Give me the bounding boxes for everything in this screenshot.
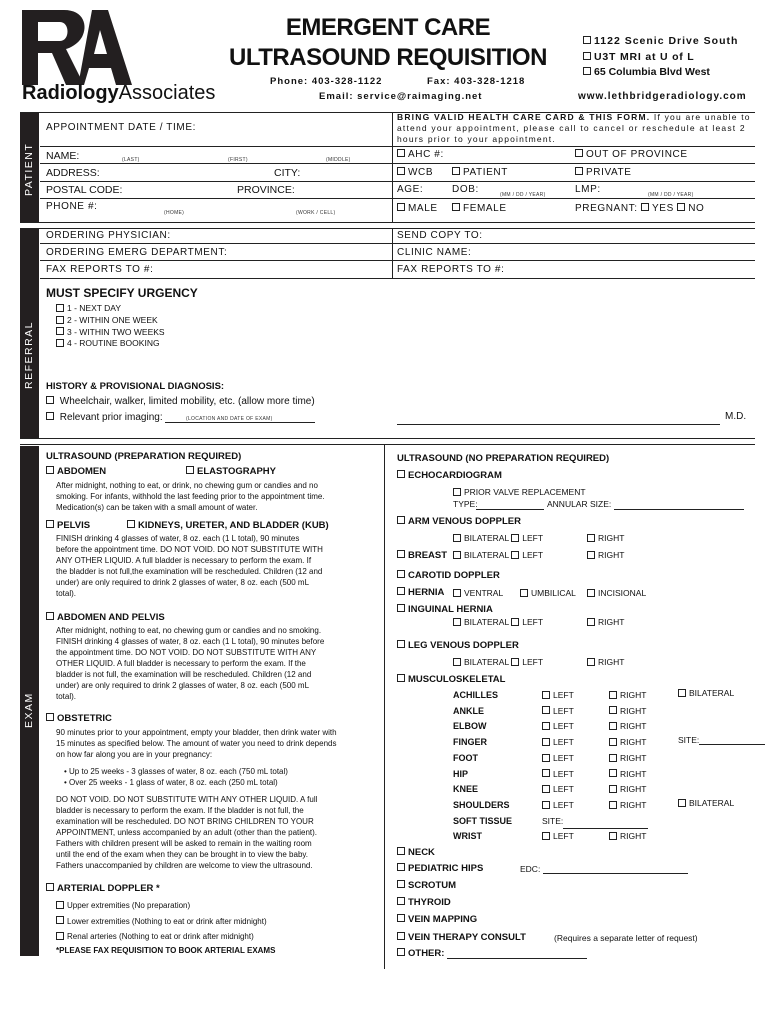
obstetric-instructions-2: DO NOT VOID. DO NOT SUBSTITUTE WITH ANY OTHER LIQUID. A full bladder is necessary to perform the exam. If the bladder is not full, the examination will be rescheduled. DO NOT BRING CHILDREN TO YOUR APPOINTMENT, unless accompanied by an adult (other than the patient). Fathers with children present will be asked to remain in the waiting room until the end of the exam when they can be brought in to view the baby. Fathers unaccompanied by children are welcome to view the ultrasound.	[56, 795, 318, 870]
carotid-option[interactable]: CAROTID DOPPLER	[397, 570, 500, 581]
location-1-checkbox[interactable]	[583, 36, 591, 44]
no-prep-title: ULTRASOUND (NO PREPARATION REQUIRED)	[397, 453, 610, 464]
ventral-checkbox[interactable]	[453, 589, 461, 597]
first-hint: (FIRST)	[228, 157, 248, 163]
urgency-option[interactable]: 3 - WITHIN TWO WEEKS	[56, 327, 165, 339]
postal-code-label: POSTAL CODE:	[46, 184, 123, 196]
finger-site: SITE:	[678, 735, 765, 745]
msk-left-checkbox[interactable]	[542, 738, 550, 746]
location-3[interactable]: 65 Columbia Blvd West	[583, 66, 710, 78]
incisional-checkbox[interactable]	[587, 589, 595, 597]
breast-checkbox[interactable]	[397, 550, 405, 558]
msk-right-checkbox[interactable]	[609, 801, 617, 809]
msk-right[interactable]: RIGHT	[609, 782, 646, 798]
ordering-physician-label: ORDERING PHYSICIAN:	[46, 230, 171, 241]
umbilical-checkbox[interactable]	[520, 589, 528, 597]
vein-therapy-option[interactable]: VEIN THERAPY CONSULT	[397, 932, 526, 943]
inguinal-right-checkbox[interactable]	[587, 618, 595, 626]
kub-checkbox[interactable]	[127, 520, 135, 528]
edc-label: EDC:	[520, 864, 541, 874]
arm-bilateral-checkbox[interactable]	[453, 534, 461, 542]
arterial-upper-checkbox[interactable]	[56, 901, 64, 909]
msk-left-checkbox[interactable]	[542, 722, 550, 730]
inguinal-left-checkbox[interactable]	[511, 618, 519, 626]
msk-left[interactable]: LEFT	[542, 719, 648, 735]
breast-left-checkbox[interactable]	[511, 551, 519, 559]
wheelchair-option[interactable]: Wheelchair, walker, limited mobility, etc. (allow more time)	[46, 396, 315, 407]
out-of-province[interactable]: OUT OF PROVINCE	[575, 149, 688, 160]
msk-option[interactable]: MUSCULOSKELETAL	[397, 674, 505, 685]
abdomen-checkbox[interactable]	[46, 466, 54, 474]
wcb-option[interactable]: WCB	[397, 167, 433, 178]
pregnant-no-checkbox[interactable]	[677, 203, 685, 211]
male-option[interactable]: MALE	[397, 203, 438, 214]
prior-imaging-option[interactable]: Relevant prior imaging:	[46, 412, 163, 423]
annular-size-label: ANNULAR SIZE:	[547, 499, 612, 509]
shoulders-bilateral[interactable]: BILATERAL	[678, 798, 734, 808]
msk-left[interactable]: LEFT	[542, 798, 648, 814]
achilles-bilateral[interactable]: BILATERAL	[678, 688, 734, 698]
inguinal-option[interactable]: INGUINAL HERNIA	[397, 604, 493, 615]
elastography-option[interactable]: ELASTOGRAPHY	[186, 466, 276, 477]
msk-item: KNEE	[453, 784, 479, 795]
urgency-checkbox[interactable]	[56, 327, 64, 335]
urgency-checkbox[interactable]	[56, 339, 64, 347]
ahc-field[interactable]: AHC #:	[397, 149, 444, 160]
contact-phone: Phone: 403-328-1122	[270, 76, 383, 87]
msk-left-checkbox[interactable]	[542, 769, 550, 777]
middle-hint: (MIDDLE)	[326, 157, 351, 163]
msk-right-checkbox[interactable]	[609, 769, 617, 777]
other-option[interactable]: OTHER:	[397, 948, 444, 959]
out-of-province-checkbox[interactable]	[575, 149, 583, 157]
obstetric-bullets: • Up to 25 weeks - 3 glasses of water, 8 oz. each (750 mL total) • Over 25 weeks - 1 glass of water, 8 oz. each (250 mL total)	[64, 767, 288, 787]
wcb-checkbox[interactable]	[397, 167, 405, 175]
valve-type-label: TYPE:	[453, 499, 478, 509]
pregnant-field: PREGNANT: YES NO	[575, 203, 705, 214]
arterial-renal-checkbox[interactable]	[56, 932, 64, 940]
location-3-checkbox[interactable]	[583, 67, 591, 75]
msk-right[interactable]: RIGHT	[609, 829, 646, 845]
ra-logo-mark	[22, 10, 132, 85]
pregnant-yes-checkbox[interactable]	[641, 203, 649, 211]
pelvis-checkbox[interactable]	[46, 520, 54, 528]
private-option[interactable]: PRIVATE	[575, 167, 632, 178]
leg-venous-option[interactable]: LEG VENOUS DOPPLER	[397, 640, 519, 651]
appointment-label: APPOINTMENT DATE / TIME:	[46, 122, 196, 133]
arm-venous-checkbox[interactable]	[397, 516, 405, 524]
work-hint: (WORK / CELL)	[296, 210, 336, 216]
echo-checkbox[interactable]	[397, 470, 405, 478]
msk-item: FINGER	[453, 737, 488, 748]
arterial-doppler-option[interactable]: ARTERIAL DOPPLER *	[46, 883, 160, 894]
address-label: ADDRESS:	[46, 167, 100, 179]
pelvis-option[interactable]: PELVIS	[46, 520, 90, 531]
msk-left-checkbox[interactable]	[542, 754, 550, 762]
msk-right[interactable]: RIGHT	[609, 719, 646, 735]
scrotum-option[interactable]: SCROTUM	[397, 880, 456, 891]
msk-checkbox[interactable]	[397, 674, 405, 682]
arterial-options	[56, 898, 267, 945]
achilles-bilateral-checkbox[interactable]	[678, 689, 686, 697]
other-checkbox[interactable]	[397, 948, 405, 956]
msk-right-checkbox[interactable]	[609, 785, 617, 793]
urgency-option[interactable]: 2 - WITHIN ONE WEEK	[56, 315, 165, 327]
msk-item: ACHILLES	[453, 690, 498, 700]
shoulders-bilateral-checkbox[interactable]	[678, 799, 686, 807]
msk-item: SOFT TISSUE	[453, 815, 513, 826]
prior-valve-option[interactable]: PRIOR VALVE REPLACEMENT	[453, 487, 586, 497]
dob-label: DOB:	[452, 184, 479, 195]
breast-bilateral-checkbox[interactable]	[453, 551, 461, 559]
leg-right[interactable]: RIGHT	[587, 657, 624, 667]
abdomen-pelvis-checkbox[interactable]	[46, 612, 54, 620]
female-checkbox[interactable]	[452, 203, 460, 211]
msk-right[interactable]: RIGHT	[609, 704, 646, 720]
vein-therapy-checkbox[interactable]	[397, 932, 405, 940]
urgency-list	[56, 303, 165, 350]
leg-right-checkbox[interactable]	[587, 658, 595, 666]
urgency-checkbox[interactable]	[56, 316, 64, 324]
age-label: AGE:	[397, 184, 424, 195]
echo-option[interactable]: ECHOCARDIOGRAM	[397, 470, 502, 481]
hernia-option[interactable]: HERNIA	[397, 587, 444, 598]
lmp-format: (MM / DD / YEAR)	[648, 192, 694, 198]
clinic-name-label: CLINIC NAME:	[397, 247, 472, 258]
breast-option[interactable]: BREAST	[397, 550, 447, 561]
exam-section-label: EXAM	[23, 692, 35, 728]
vein-therapy-note: (Requires a separate letter of request)	[554, 933, 698, 943]
arterial-note: *PLEASE FAX REQUISITION TO BOOK ARTERIAL EXAMS	[56, 946, 276, 955]
msk-item: WRIST	[453, 831, 482, 842]
home-hint: (HOME)	[164, 210, 185, 216]
obstetric-option[interactable]: OBSTETRIC	[46, 713, 112, 724]
msk-right[interactable]: RIGHT	[609, 735, 646, 751]
scrotum-checkbox[interactable]	[397, 880, 405, 888]
arterial-option[interactable]: Upper extremities (No preparation)	[56, 898, 267, 914]
dob-format: (MM / DD / YEAR)	[500, 192, 546, 198]
female-option[interactable]: FEMALE	[452, 203, 507, 214]
abdomen-instructions: After midnight, nothing to eat, or drink, no chewing gum or candies and no smoking. For infants, withhold the last feeding prior to the appointment time. Medication(s) can be taken with a small amount of water.	[56, 481, 325, 512]
fax-reports-right-label: FAX REPORTS TO #:	[397, 264, 505, 275]
msk-right[interactable]: RIGHT	[609, 767, 646, 783]
arm-left-checkbox[interactable]	[511, 534, 519, 542]
msk-right-checkbox[interactable]	[609, 832, 617, 840]
patient-sidebar	[20, 112, 39, 222]
msk-left-checkbox[interactable]	[542, 785, 550, 793]
referral-section-label: REFERRAL	[23, 320, 35, 389]
msk-items	[453, 688, 512, 845]
msk-left-checkbox[interactable]	[542, 832, 550, 840]
inguinal-bilateral-checkbox[interactable]	[453, 618, 461, 626]
md-label: M.D.	[725, 411, 747, 422]
prior-imaging-hint: (LOCATION AND DATE OF EXAM)	[186, 416, 273, 422]
umbilical-option[interactable]: UMBILICAL	[520, 588, 576, 598]
urgency-option[interactable]: 4 - ROUTINE BOOKING	[56, 338, 165, 350]
location-2-checkbox[interactable]	[583, 52, 591, 60]
form-title-line2: ULTRASOUND REQUISITION	[229, 44, 547, 71]
hernia-types: VENTRAL	[453, 588, 503, 598]
msk-item: HIP	[453, 768, 469, 779]
msk-item: ANKLE	[453, 705, 484, 716]
breast-right-checkbox[interactable]	[587, 551, 595, 559]
website: www.lethbridgeradiology.com	[578, 91, 747, 102]
pediatric-hips-option[interactable]: PEDIATRIC HIPS	[397, 863, 483, 874]
last-hint: (LAST)	[122, 157, 140, 163]
notice: BRING VALID HEALTH CARE CARD & THIS FORM. If you are unable to attend your appointment, please call to cancel or reschedule at least 2 hours prior to your appointment.	[397, 112, 751, 144]
abdomen-pelvis-instructions: After midnight, nothing to eat, no chewing gum or candies and no smoking. FINISH drinking 4 glasses of water, 8 oz. each (1 L total), 90 minutes before the appointment time. DO NOT VOID. DO NOT SUBSTITUTE WITH ANY OTHER LIQUID. A full bladder is necessary to perform the exam. If the bladder is not full, the examination will be rescheduled. Children (12 and under) are only required to drink 2 glasses of water, 8 oz. each (500 mL total).	[56, 626, 325, 701]
msk-right-checkbox[interactable]	[609, 691, 617, 699]
referral-sidebar	[20, 229, 39, 439]
msk-left[interactable]: LEFT	[542, 751, 648, 767]
obstetric-instructions: 90 minutes prior to your appointment, empty your bladder, then drink water with 15 minutes as specified below. The amount of water you need to drink depends on how far along you are in your pregnancy:	[56, 728, 337, 759]
msk-soft-tissue-site: SITE:	[542, 814, 648, 830]
thyroid-checkbox[interactable]	[397, 897, 405, 905]
patient-checkbox[interactable]	[452, 167, 460, 175]
incisional-option[interactable]: INCISIONAL	[587, 588, 646, 598]
arterial-lower-checkbox[interactable]	[56, 916, 64, 924]
neck-option[interactable]: NECK	[397, 847, 435, 858]
wheelchair-checkbox[interactable]	[46, 396, 54, 404]
patient-section-label: PATIENT	[23, 142, 35, 196]
urgency-option[interactable]: 1 - NEXT DAY	[56, 303, 165, 315]
arterial-option[interactable]: Lower extremities (Nothing to eat or drink after midnight)	[56, 914, 267, 930]
vein-mapping-checkbox[interactable]	[397, 914, 405, 922]
leg-bilateral-checkbox[interactable]	[453, 658, 461, 666]
msk-left[interactable]: LEFT	[542, 829, 648, 845]
thyroid-option[interactable]: THYROID	[397, 897, 451, 908]
pelvis-instructions: FINISH drinking 4 glasses of water, 8 oz. each (1 L total), 90 minutes before the appointment time. DO NOT VOID. DO NOT SUBSTITUTE WITH ANY OTHER LIQUID. A full bladder is necessary to perform the exam. If the bladder is not full,the examination will be rescheduled. Children (12 and under) are only required to drink 2 glasses of water, 8 oz. each (500 mL total).	[56, 534, 323, 598]
msk-item: ELBOW	[453, 721, 487, 732]
abdomen-option[interactable]: ABDOMEN	[46, 466, 106, 477]
logo	[22, 10, 222, 105]
msk-item: SHOULDERS	[453, 799, 510, 810]
arterial-option[interactable]: Renal arteries (Nothing to eat or drink after midnight)	[56, 929, 267, 945]
msk-right[interactable]: RIGHT	[609, 688, 646, 704]
msk-right-checkbox[interactable]	[609, 738, 617, 746]
msk-right-checkbox[interactable]	[609, 722, 617, 730]
abdomen-pelvis-option[interactable]: ABDOMEN AND PELVIS	[46, 612, 165, 623]
phone-label: PHONE #:	[46, 201, 98, 212]
exam-sidebar	[20, 446, 39, 956]
vein-mapping-option[interactable]: VEIN MAPPING	[397, 914, 477, 925]
form-title-line1: EMERGENT CARE	[285, 14, 491, 41]
msk-right[interactable]: RIGHT	[609, 798, 646, 814]
contact-email: Email: service@raimaging.net	[319, 91, 483, 102]
leg-laterality: BILATERAL LEFT	[453, 657, 543, 667]
msk-left[interactable]: LEFT	[542, 688, 648, 704]
prep-required-title: ULTRASOUND (PREPARATION REQUIRED)	[46, 451, 242, 462]
arm-right-checkbox[interactable]	[587, 534, 595, 542]
lmp-label: LMP:	[575, 184, 601, 195]
arterial-doppler-checkbox[interactable]	[46, 883, 54, 891]
inguinal-checkbox[interactable]	[397, 604, 405, 612]
inguinal-laterality: BILATERAL LEFT	[453, 617, 543, 627]
pediatric-hips-checkbox[interactable]	[397, 863, 405, 871]
history-title: HISTORY & PROVISIONAL DIAGNOSIS:	[46, 381, 225, 392]
fax-reports-left-label: FAX REPORTS TO #:	[46, 264, 154, 275]
arm-laterality: BILATERAL LEFT	[453, 533, 543, 543]
breast-right[interactable]: RIGHT	[587, 550, 624, 560]
elastography-checkbox[interactable]	[186, 466, 194, 474]
msk-left[interactable]: LEFT	[542, 782, 648, 798]
send-copy-label: SEND COPY TO:	[397, 230, 483, 241]
name-label: NAME:	[46, 150, 80, 162]
hernia-checkbox[interactable]	[397, 587, 405, 595]
logo-text: RadiologyAssociates	[22, 82, 216, 104]
patient-option[interactable]: PATIENT	[452, 167, 508, 178]
arm-venous-option[interactable]: ARM VENOUS DOPPLER	[397, 516, 521, 527]
msk-right-checkbox[interactable]	[609, 706, 617, 714]
contact-fax: Fax: 403-328-1218	[427, 76, 526, 87]
obstetric-checkbox[interactable]	[46, 713, 54, 721]
leg-left-checkbox[interactable]	[511, 658, 519, 666]
neck-checkbox[interactable]	[397, 847, 405, 855]
breast-laterality: BILATERAL LEFT	[453, 550, 543, 560]
prior-valve-checkbox[interactable]	[453, 488, 461, 496]
msk-right[interactable]: RIGHT	[609, 751, 646, 767]
ordering-dept-label: ORDERING EMERG DEPARTMENT:	[46, 247, 228, 258]
msk-left-checkbox[interactable]	[542, 801, 550, 809]
urgency-checkbox[interactable]	[56, 304, 64, 312]
msk-right-checkbox[interactable]	[609, 754, 617, 762]
location-2[interactable]: U3T MRI at U of L	[583, 51, 695, 63]
msk-left-checkbox[interactable]	[542, 691, 550, 699]
arm-right[interactable]: RIGHT	[587, 533, 624, 543]
inguinal-right[interactable]: RIGHT	[587, 617, 624, 627]
msk-right-column	[609, 688, 646, 845]
carotid-checkbox[interactable]	[397, 570, 405, 578]
leg-venous-checkbox[interactable]	[397, 640, 405, 648]
city-label: CITY:	[274, 167, 301, 179]
msk-left-checkbox[interactable]	[542, 706, 550, 714]
province-label: PROVINCE:	[237, 184, 295, 196]
msk-left[interactable]: LEFT	[542, 735, 648, 751]
msk-left[interactable]: LEFT	[542, 704, 648, 720]
male-checkbox[interactable]	[397, 203, 405, 211]
urgency-title: MUST SPECIFY URGENCY	[46, 286, 198, 300]
ahc-checkbox[interactable]	[397, 149, 405, 157]
prior-imaging-checkbox[interactable]	[46, 412, 54, 420]
location-1[interactable]: 1122 Scenic Drive South	[583, 35, 738, 47]
private-checkbox[interactable]	[575, 167, 583, 175]
msk-left[interactable]: LEFT	[542, 767, 648, 783]
kub-option[interactable]: KIDNEYS, URETER, AND BLADDER (KUB)	[127, 520, 329, 531]
msk-item: FOOT	[453, 752, 478, 763]
